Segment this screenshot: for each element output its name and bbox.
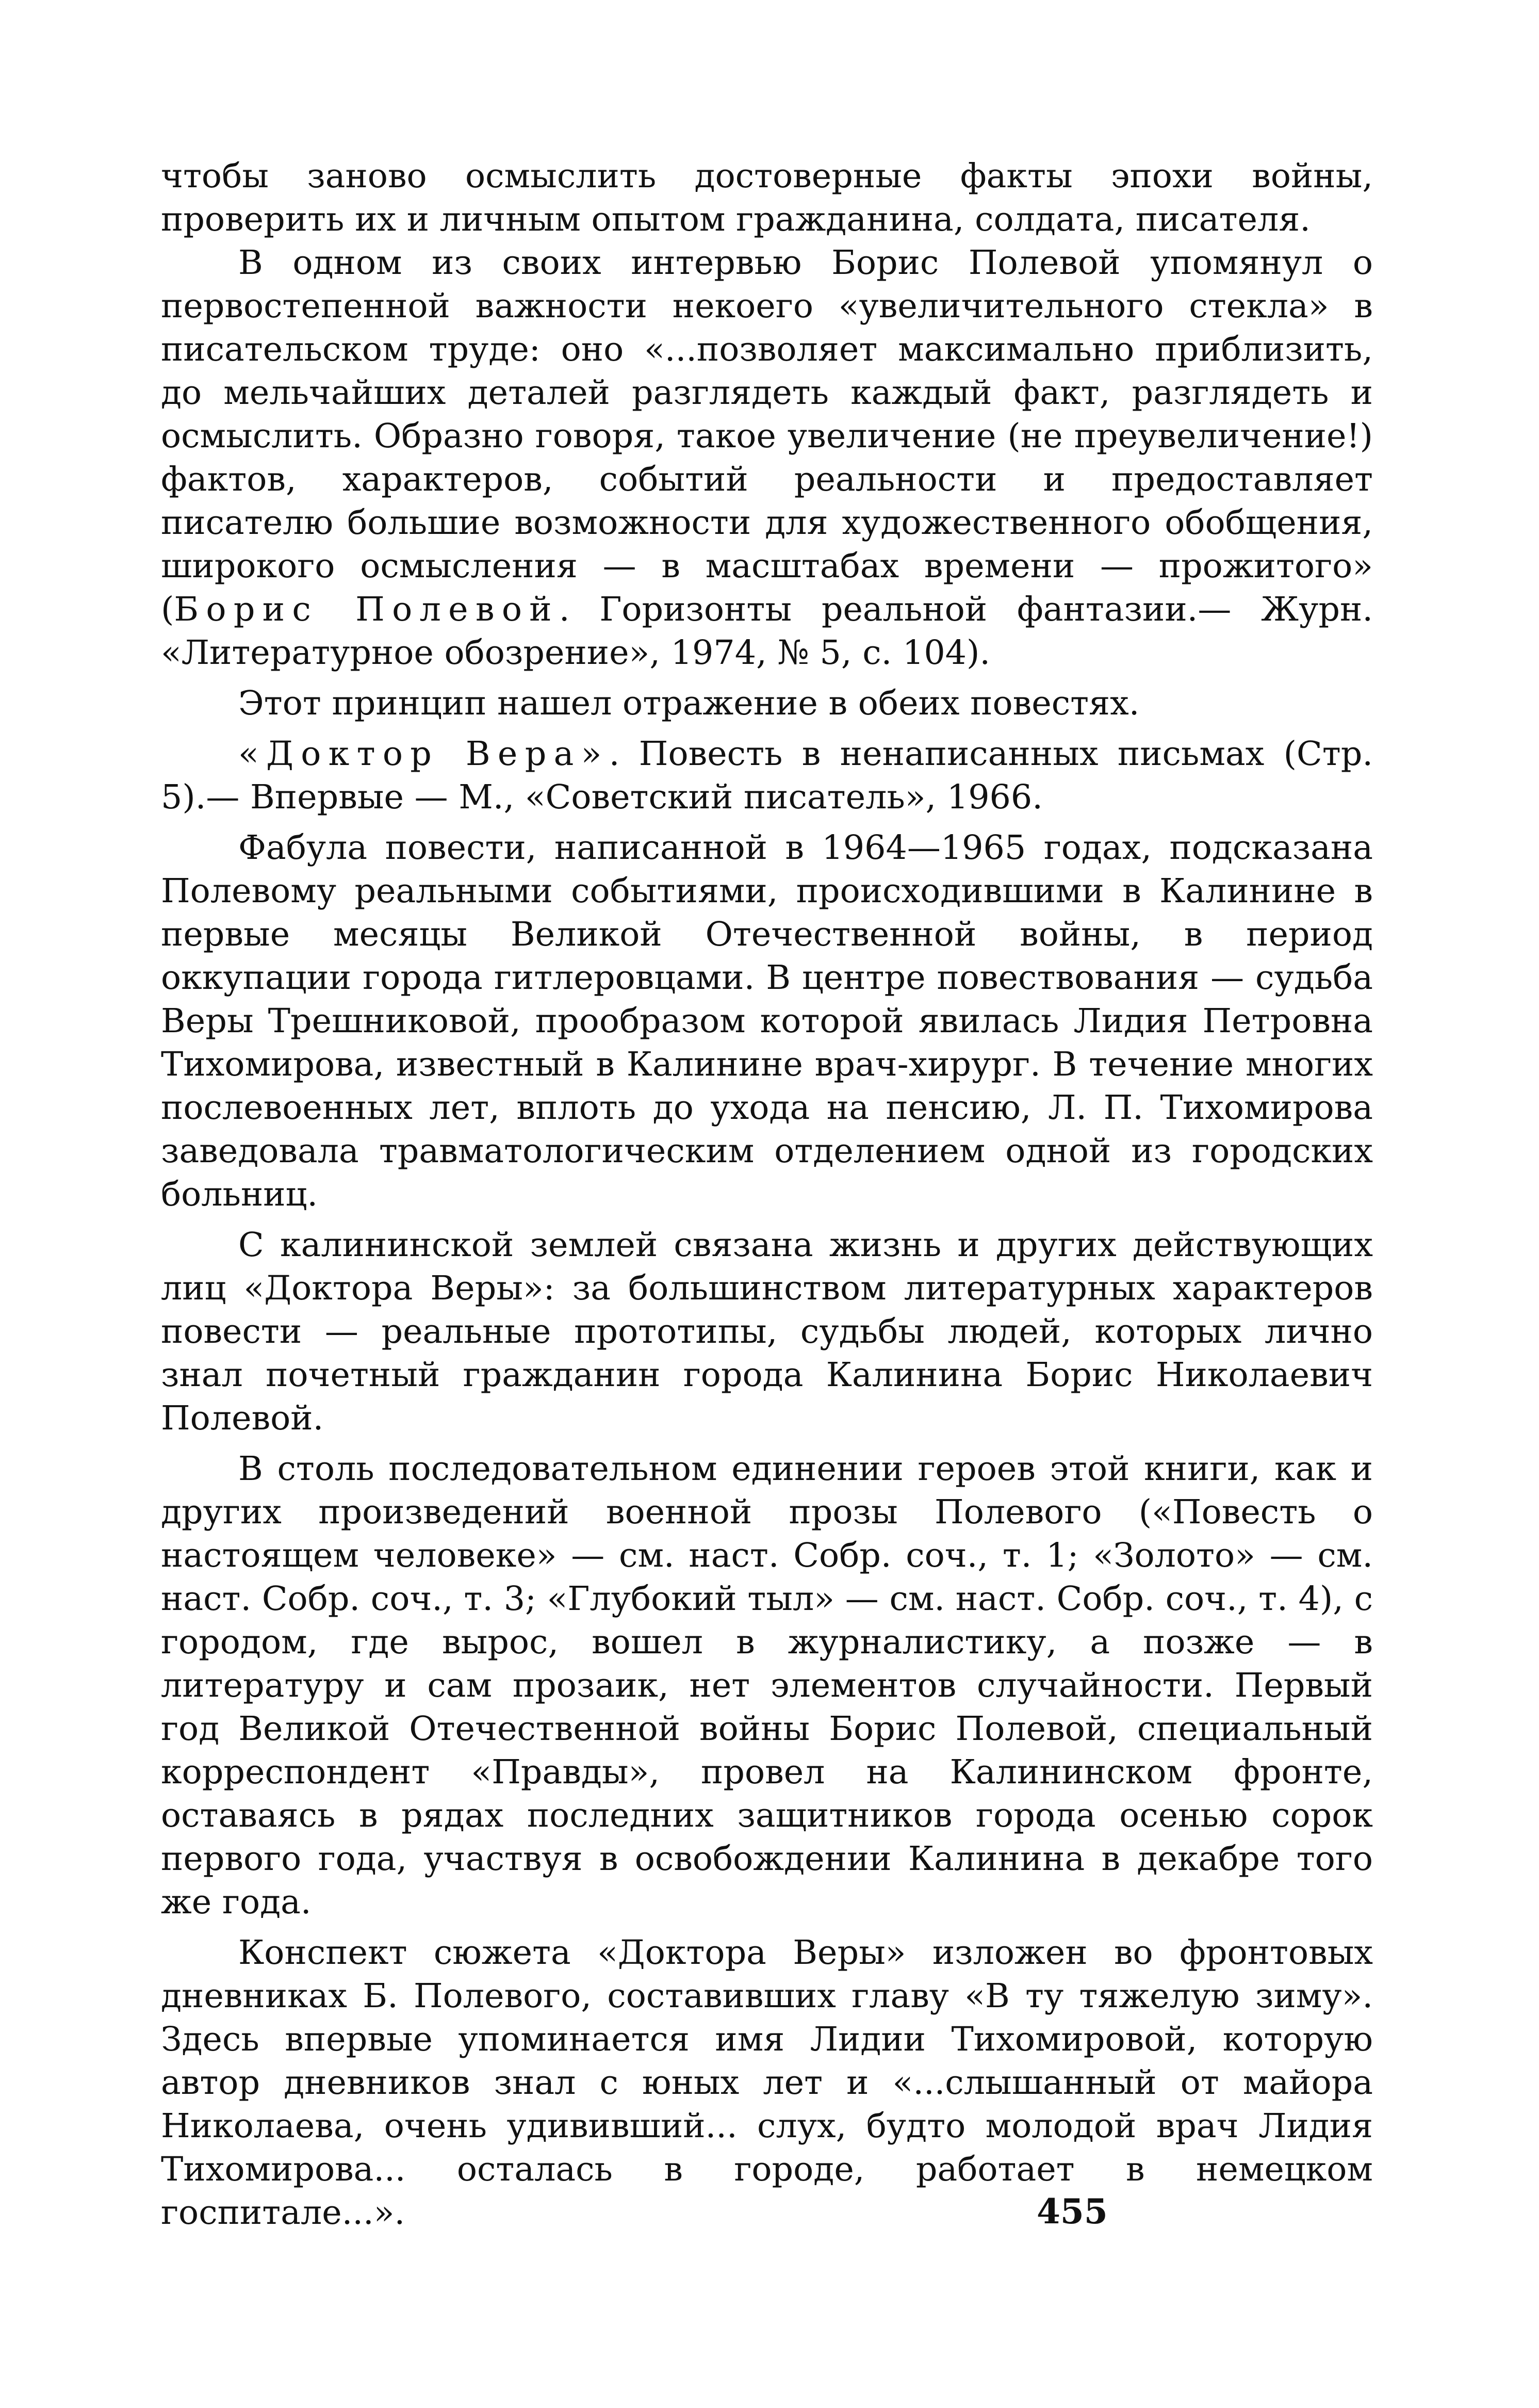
paragraph-text: Фабула повести, написанной в 1964—1965 годах, подсказана Полевому реальными событиями, происходившими в Калинине в первые месяцы Великой Отечественной войны, в период оккупации города гитлеровцами. В центре повествования — судьба Веры Трешниковой, прообразом которой явилась Лидия Петровна Тихомирова, известный в Калинине врач-хирург. В течение многих послевоенных лет, вплоть до ухода на пенсию, Л. П. Тихомирова заведовала травматологическим отделением одной из городских больниц. (161, 828, 1373, 1214)
paragraph-text: С калининской землей связана жизнь и других действующих лиц «Доктора Веры»: за большинством литературных характеров повести — реальные прототипы, судьбы людей, которых лично знал почетный гражданин города Калинина Борис Николаевич Полевой. (161, 1226, 1373, 1438)
paragraph-work-entry (161, 733, 1373, 819)
paragraph-text: Конспект сюжета «Доктора Веры» изложен во фронтовых дневниках Б. Полевого, составивших главу «В ту тяжелую зиму». Здесь впервые упоминается имя Лидии Тихомировой, которую автор дневников знал с юных лет и «...слышанный от майора Николаева, очень удививший... слух, будто молодой врач Лидия Тихомирова... осталась в городе, работает в немецком госпитале...». (161, 1933, 1373, 2232)
paragraph-prototypes (161, 1224, 1373, 1440)
work-title: «Доктор Вера» (238, 735, 609, 773)
paragraph-interview-quote (161, 241, 1373, 675)
body-text (161, 155, 1373, 2235)
paragraph-diaries (161, 1931, 1373, 2235)
paragraph-text: В одном из своих интервью Борис Полевой упомянул о первостепенной важности некоего «увеличительного стекла» в писательском труде: оно «...позволяет максимально приблизить, до мельчайших деталей разглядеть каждый факт, разглядеть и осмыслить. Образно говоря, такое увеличение (не преувеличение!) фактов, характеров, событий реальности и предоставляет писателю большие возможности для художественного обобщения, широкого осмысления — в масштабах времени — прожитого» ( (161, 243, 1373, 629)
work-publication-info: . Повесть в ненаписанных письмах (Стр. 5).— Впервые — М., «Советский писатель», 1966. (161, 735, 1373, 817)
paragraph-plot-origin (161, 826, 1373, 1216)
paragraph-city-connection (161, 1447, 1373, 1924)
paragraph-principle (161, 682, 1373, 725)
paragraph-text: чтобы заново осмыслить достоверные факты эпохи войны, проверить их и личным опытом гражданина, солдата, писателя. (161, 157, 1373, 239)
paragraph-text: В столь последовательном единении героев этой книги, как и других произведений военной прозы Полевого («Повесть о настоящем человеке» — см. наст. Собр. соч., т. 1; «Золото» — см. наст. Собр. соч., т. 3; «Глубокий тыл» — см. наст. Собр. соч., т. 4), с городом, где вырос, вошел в журналистику, а позже — в литературу и сам прозаик, нет элементов случайности. Первый год Великой Отечественной войны Борис Полевой, специальный корреспондент «Правды», провел на Калининском фронте, оставаясь в рядах последних защитников города осенью сорок первого года, участвуя в освобождении Калинина в декабре того же года. (161, 1450, 1373, 1922)
citation-author: Борис Полевой (174, 590, 559, 629)
paragraph-text: Этот принцип нашел отражение в обеих повестях. (238, 684, 1140, 723)
citation-source: . Горизонты реальной фантазии.— Журн. «Литературное обозрение», 1974, № 5, с. 104). (161, 590, 1373, 672)
page-number: 455 (1037, 2191, 1108, 2232)
paragraph-continuation (161, 155, 1373, 241)
